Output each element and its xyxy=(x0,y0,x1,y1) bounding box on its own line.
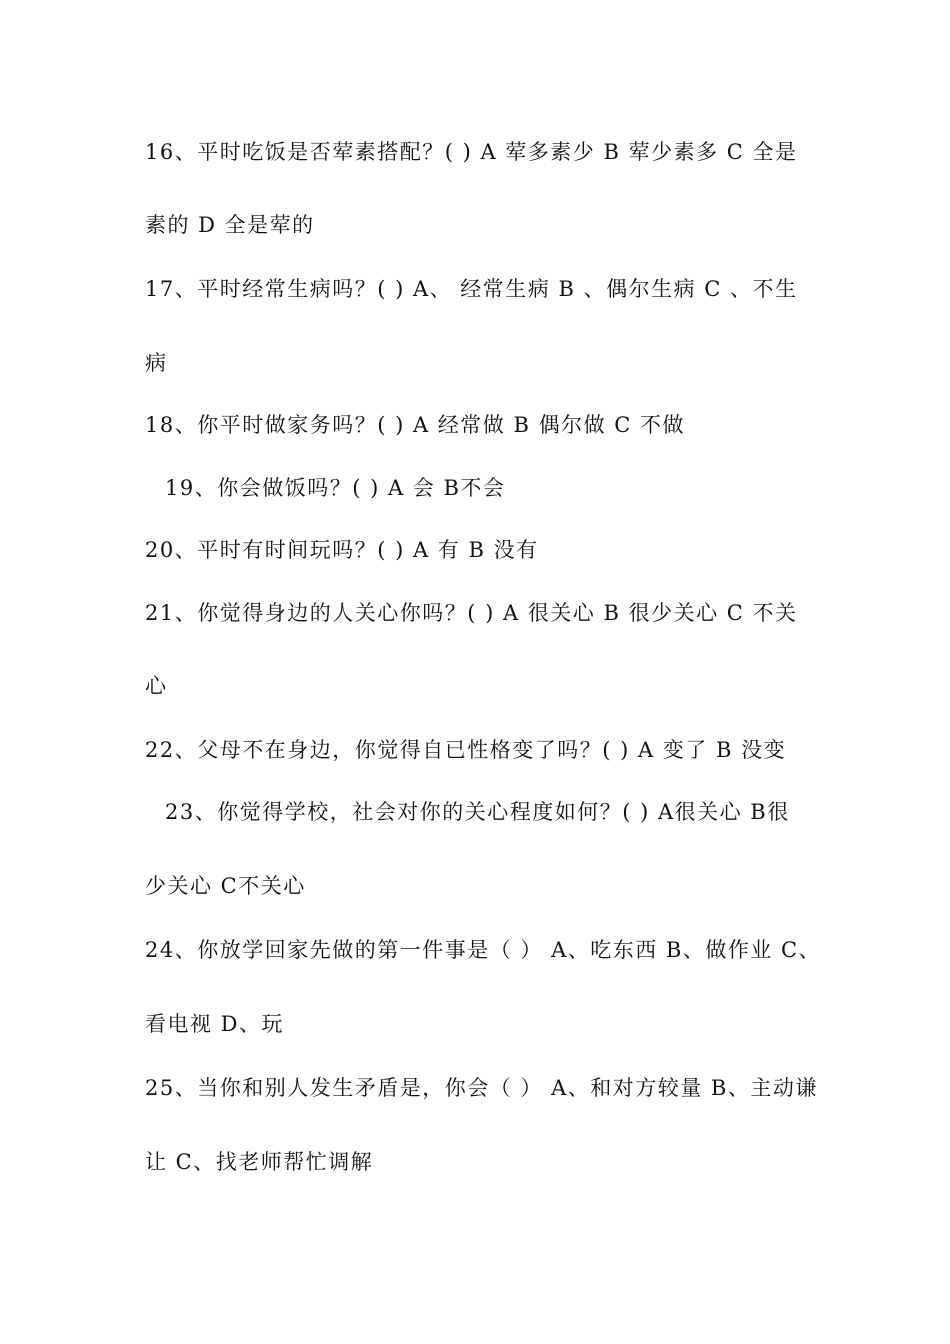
question-22: 22、父母不在身边，你觉得自已性格变了吗？( ) A 变了 B 没变 xyxy=(145,738,787,762)
question-21-line-2: 心 xyxy=(145,674,168,698)
question-20: 20、平时有时间玩吗？( ) A 有 B 没有 xyxy=(145,538,539,562)
question-23-line-2: 少关心 C不关心 xyxy=(145,874,306,898)
question-16-line-1: 16、平时吃饭是否荤素搭配？( ) A 荤多素少 B 荤少素多 C 全是 xyxy=(145,140,798,164)
question-23-line-1: 23、你觉得学校，社会对你的关心程度如何？( ) A很关心 B很 xyxy=(165,800,790,824)
question-25-line-1: 25、当你和别人发生矛盾是，你会（ ） A、和对方较量 B、主动谦 xyxy=(145,1076,818,1100)
question-16-line-2: 素的 D 全是荤的 xyxy=(145,213,315,237)
question-25-line-2: 让 C、找老师帮忙调解 xyxy=(145,1150,374,1174)
question-18: 18、你平时做家务吗？( ) A 经常做 B 偶尔做 C 不做 xyxy=(145,413,685,437)
question-17-line-1: 17、平时经常生病吗？( ) A、 经常生病 B 、偶尔生病 C 、不生 xyxy=(145,277,798,301)
question-21-line-1: 21、你觉得身边的人关心你吗？( ) A 很关心 B 很少关心 C 不关 xyxy=(145,601,798,625)
question-19: 19、你会做饭吗？( ) A 会 B不会 xyxy=(165,476,506,500)
question-24-line-2: 看电视 D、玩 xyxy=(145,1012,285,1036)
question-17-line-2: 病 xyxy=(145,351,168,375)
question-24-line-1: 24、你放学回家先做的第一件事是（ ） A、吃东西 B、做作业 C、 xyxy=(145,938,822,962)
